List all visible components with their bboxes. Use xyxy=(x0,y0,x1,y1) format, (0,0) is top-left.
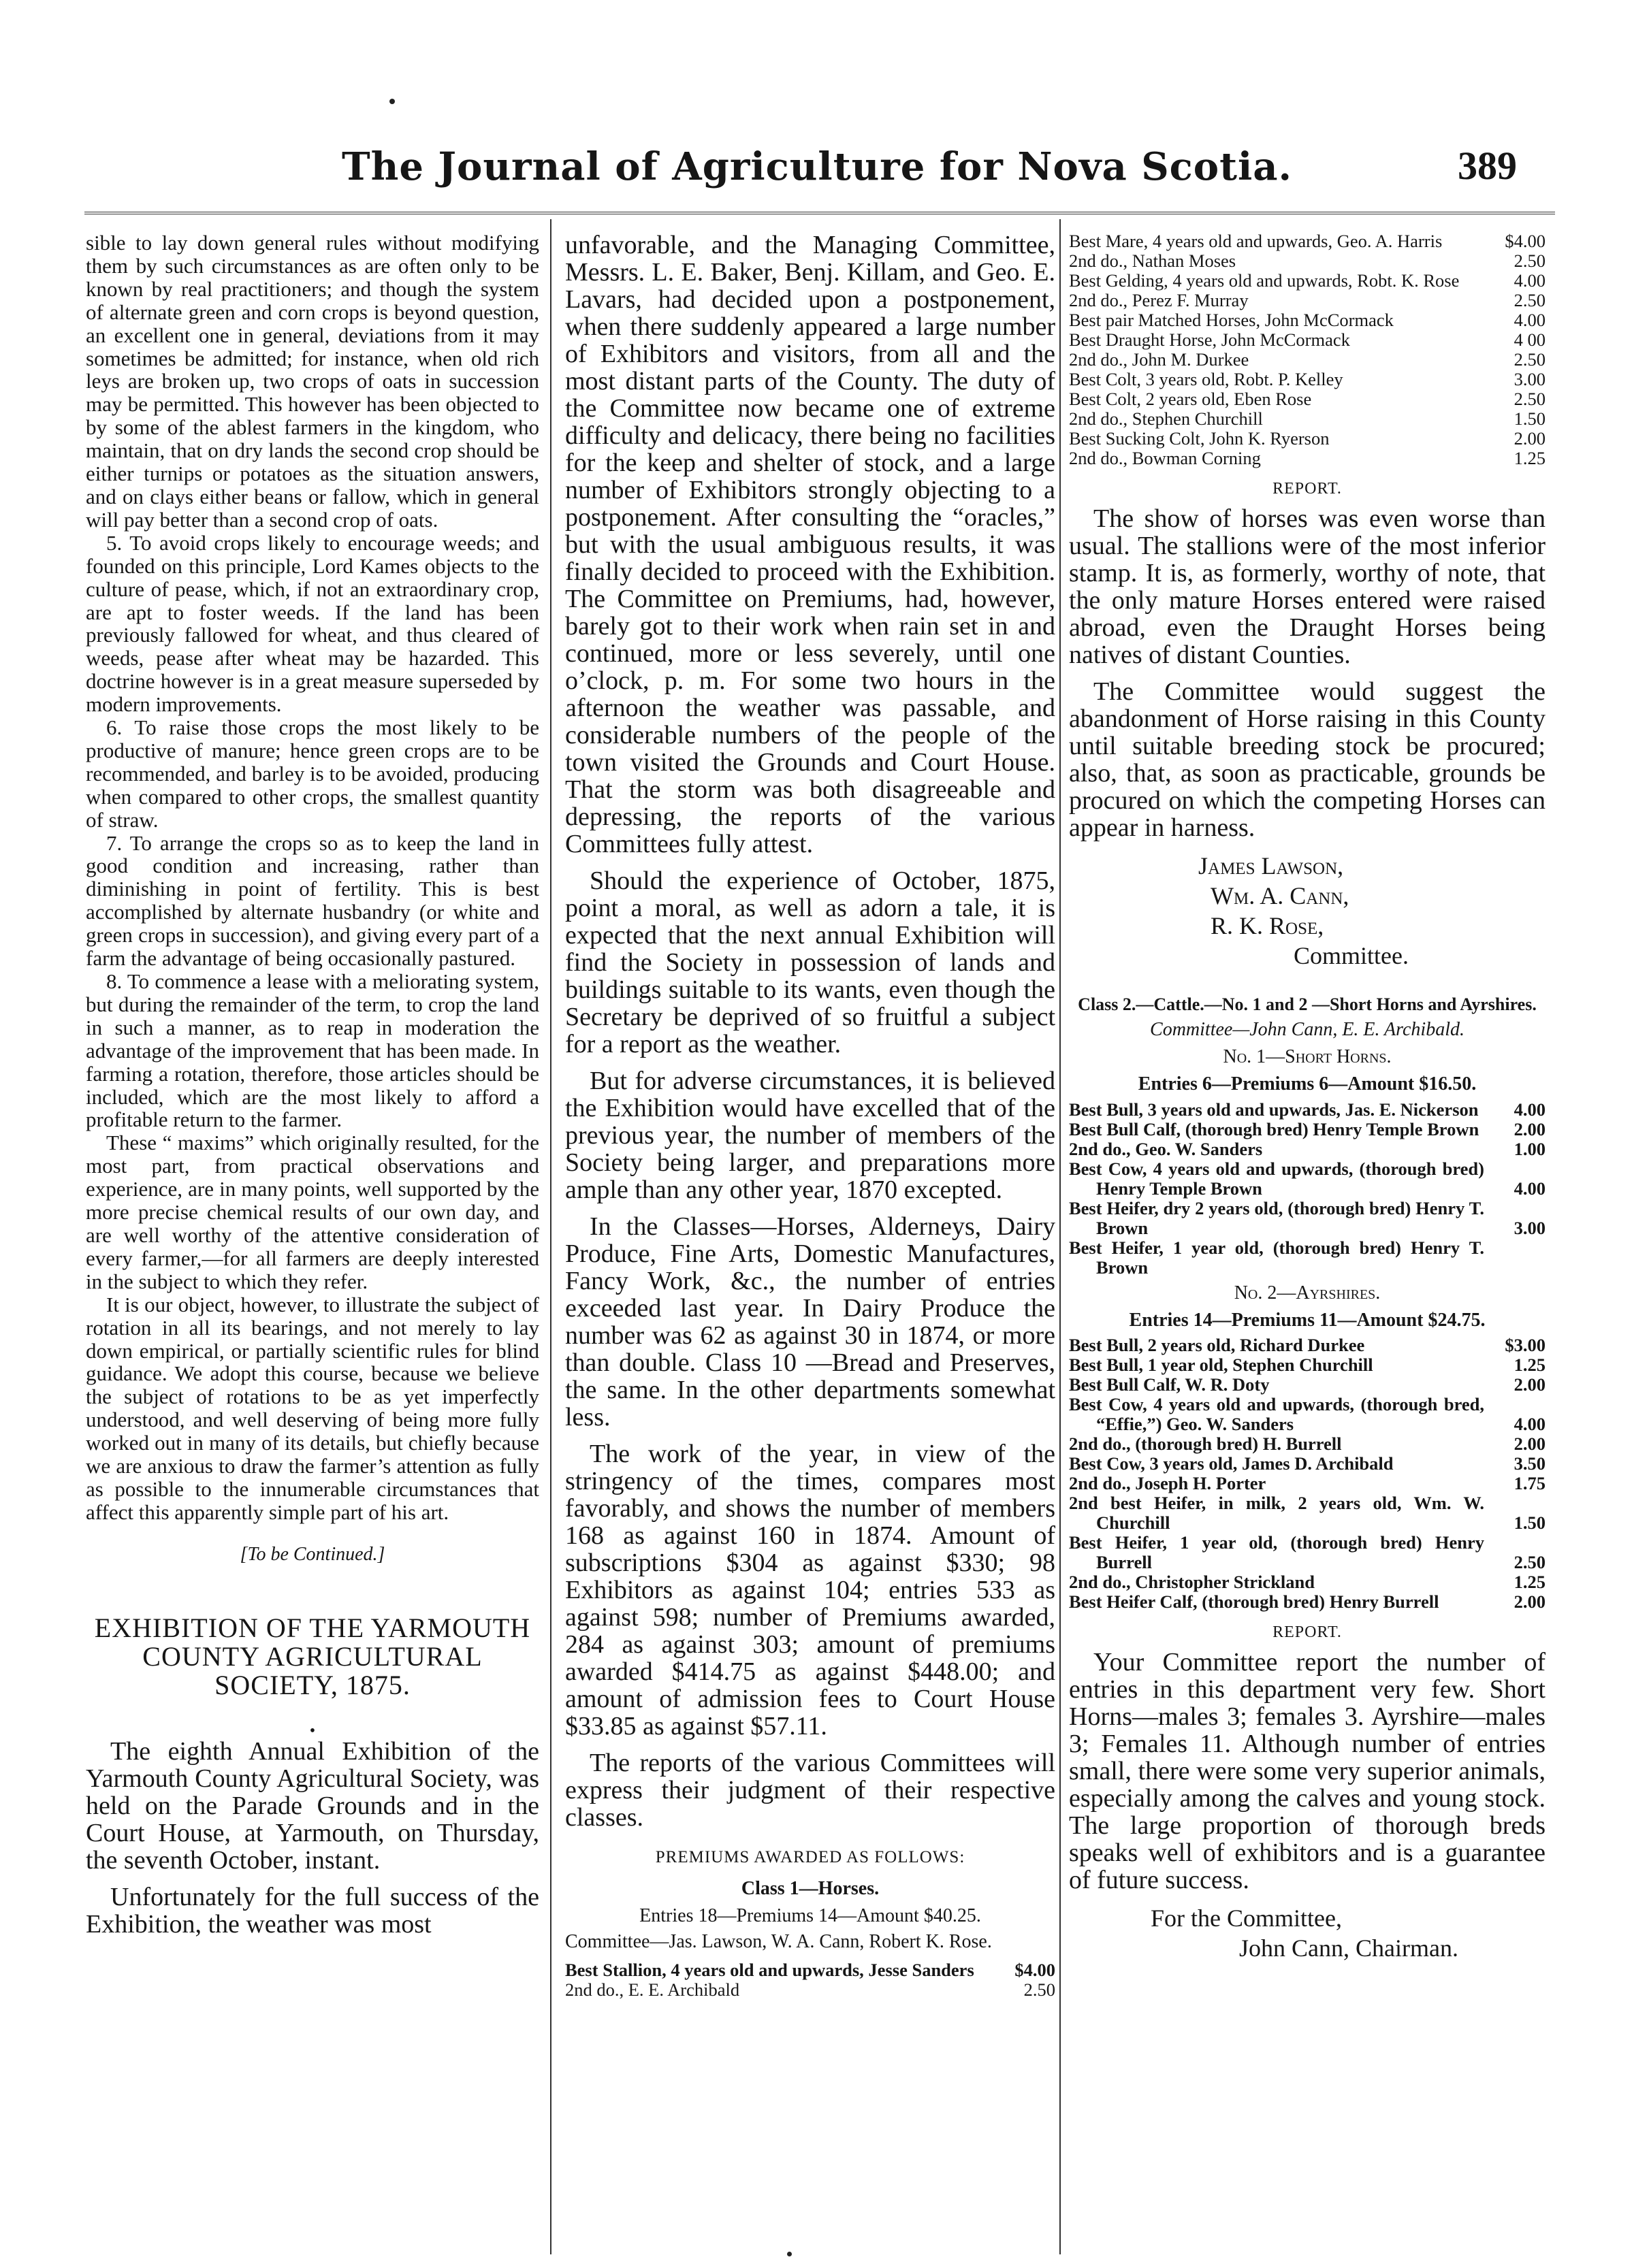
subclass-heading: No. 1—Short Horns. xyxy=(1223,1046,1392,1067)
entries-line: Entries 14—Premiums 11—Amount $24.75. xyxy=(1129,1309,1486,1331)
prize-label: Best Heifer Calf, (thorough bred) Henry Burrell xyxy=(1069,1591,1439,1613)
journal-title: The Journal of Agriculture for Nova Scotia. xyxy=(341,144,1293,189)
prize-amount: 3.00 xyxy=(1514,1217,1546,1238)
prize-row xyxy=(1069,350,1546,370)
ink-dot xyxy=(787,2252,792,2256)
signature: James Lawson, xyxy=(1198,852,1344,879)
prize-amount: $4.00 xyxy=(1014,1959,1055,1980)
prize-label: Best Cow, 4 years old and upwards, (thorough bred, “Effie,”) Geo. W. Sanders xyxy=(1069,1394,1484,1435)
ink-dot xyxy=(389,99,395,104)
paragraph: In the Classes—Horses, Alderneys, Dairy Produce, Fine Arts, Domestic Manufactures, Fancy Work, &c., the number of entries exceeded last year. In Dairy Produce the number was 62 as against 30 in 1874, or more than double. Class 10 —Bread and Preserves, the same. In the other departments somewhat less. xyxy=(565,1212,1055,1431)
prize-row xyxy=(1069,1199,1546,1238)
signature: For the Committee, xyxy=(1151,1905,1342,1932)
continued-note: [To be Continued.] xyxy=(240,1543,385,1565)
prize-amount: 2.50 xyxy=(1023,1979,1055,2000)
entries-line: Entries 18—Premiums 14—Amount $40.25. xyxy=(639,1905,981,1926)
prize-amount: $3.00 xyxy=(1505,1335,1546,1356)
prize-amount: 2.00 xyxy=(1514,1433,1546,1455)
prize-label: Best Cow, 3 years old, James D. Archibald xyxy=(1069,1453,1394,1474)
prize-label: 2nd do., Christopher Strickland xyxy=(1069,1572,1315,1593)
prize-row xyxy=(1069,1100,1546,1120)
prize-row xyxy=(1069,1159,1546,1199)
prize-label: Best Bull, 3 years old and upwards, Jas. E. Nickerson xyxy=(1069,1099,1479,1120)
prize-label: 2nd do., Perez F. Murray xyxy=(1069,290,1249,310)
prize-amount: 4.00 xyxy=(1514,1178,1546,1199)
prize-label: 2nd do., (thorough bred) H. Burrell xyxy=(1069,1433,1342,1455)
paragraph: 8. To commence a lease with a meliorating system, but during the remainder of the term, to crop the land in such a manner, as to reap in moderation the advantage of the improvement that has been made. In farming a rotation, therefore, those articles should be included, which are the most likely to afford a profitable return to the farmer. xyxy=(86,969,539,1132)
prize-label: 2nd do., Stephen Churchill xyxy=(1069,408,1263,429)
committee-signatures xyxy=(1198,851,1546,971)
paragraph: 7. To arrange the crops so as to keep the land in good condition and increasing, rather than diminishing in point of fertility. This is best accomplished by alternate husbandry (or white and green crops in succession), and giving every part of a farm the advantage of being occasionally pastured. xyxy=(86,830,539,971)
report-paragraph: The show of horses was even worse than usual. The stallions were of the most inferior stamp. It is, as formerly, worthy of note, that the only mature Horses entered were raised abroad, even the Draught Horses being natives of distant Counties. xyxy=(1069,504,1546,669)
prize-amount: 2.50 xyxy=(1514,250,1546,271)
prize-amount: 1.25 xyxy=(1514,448,1546,468)
prize-row xyxy=(1069,429,1546,449)
column-divider xyxy=(550,219,551,2254)
prize-row xyxy=(1069,1474,1546,1493)
paragraph: sible to lay down general rules without modifying them by such circumstances as are often only to be known by real practitioners; and though the system of alternate green and corn crops is beyond question, an excellent one in general, deviations from it may sometimes be admitted; for instance, when old rich leys are broken up, two crops of oats in succession may be permitted. This however has been objected to by some of the ablest farmers in the kingdom, who maintain, that on dry lands the second crop should be either turnips or potatoes as the situation answers, and on clays either beans or fallow, which in general will pay better than a second crop of oats. xyxy=(86,231,539,532)
separator-dot: • xyxy=(309,1721,316,1740)
column-3 xyxy=(1069,231,1546,1963)
paragraph: Should the experience of October, 1875, point a moral, as well as adorn a tale, it is expected that the next annual Exhibition will find the Society in possession of lands and buildings suitable to its wants, even though the Secretary be deprived of so fruitful a subject for a report as the weather. xyxy=(565,866,1055,1058)
prize-amount: 4.00 xyxy=(1514,1414,1546,1435)
prize-amount: 2.00 xyxy=(1514,428,1546,449)
prize-amount: 2.00 xyxy=(1514,1591,1546,1613)
prize-row xyxy=(1069,1355,1546,1375)
prize-amount: 1.50 xyxy=(1514,408,1546,429)
report-heading: REPORT. xyxy=(1272,1623,1342,1642)
prize-label: Best Gelding, 4 years old and upwards, Robt. K. Rose xyxy=(1069,270,1460,291)
prize-amount: 4.00 xyxy=(1514,1099,1546,1120)
paragraph: 6. To raise those crops the most likely to be productive of manure; hence green crops are to be recommended, and barley is to be avoided, producing when compared to other crops, the smallest quantity of straw. xyxy=(86,715,539,832)
prize-label: Best Bull, 2 years old, Richard Durkee xyxy=(1069,1335,1365,1356)
prize-row xyxy=(1069,1493,1546,1533)
prize-row xyxy=(1069,1395,1546,1434)
signature: Wm. A. Cann, xyxy=(1211,881,1349,909)
subclass-heading: No. 2—Ayrshires. xyxy=(1234,1282,1381,1303)
report-heading: REPORT. xyxy=(1272,480,1342,498)
prize-amount: 2.00 xyxy=(1514,1374,1546,1395)
prize-amount: 4.00 xyxy=(1514,270,1546,291)
prize-row xyxy=(1069,271,1546,291)
prize-row xyxy=(1069,231,1546,251)
prize-row xyxy=(1069,291,1546,310)
prize-label: 2nd best Heifer, in milk, 2 years old, Wm. W. Churchill xyxy=(1069,1493,1484,1534)
prize-label: Best Cow, 4 years old and upwards, (thorough bred) Henry Temple Brown xyxy=(1069,1158,1484,1199)
prize-label: Best Bull Calf, (thorough bred) Henry Temple Brown xyxy=(1069,1118,1479,1139)
paragraph: unfavorable, and the Managing Committee, Messrs. L. E. Baker, Benj. Killam, and Geo. E. Lavars, had decided upon a postponement, when there suddenly appeared a large number of Exhibitors and visitors, from all and the most distant parts of the County. The duty of the Committee now became one of extreme difficulty and delicacy, there being no facilities for the keep and shelter of stock, and a large number of Exhibitors strongly objecting to a postponement. After consulting the “oracles,” but with the usual ambiguous results, it was finally decided to proceed with the Exhibition. The Committee on Premiums, had, however, barely got to their work when rain set in and continued, more or less severely, until one o’clock, p. m. For some two hours in the afternoon the weather was passable, and considerable numbers of the people of the town visited the Grounds and Court House. That the storm was both disagreeable and depressing, the reports of the various Committees fully attest. xyxy=(565,231,1055,858)
page-number: 389 xyxy=(1458,144,1517,188)
prize-label: Best Bull, 1 year old, Stephen Churchill xyxy=(1069,1355,1373,1376)
paragraph: It is our object, however, to illustrate the subject of rotation in all its bearings, and not merely to lay down empirical, or partially scientific rules for blind guidance. We adopt this course, because we believe the subject of rotations to be as yet imperfectly understood, and well deserving of being more fully worked out in many of its details, but chiefly because we are anxious to draw the farmer’s attention as fully as possible to the innumerable circumstances that affect this apparently simple part of his art. xyxy=(86,1292,539,1524)
prize-row xyxy=(1069,1454,1546,1474)
horse-prize-list xyxy=(1069,231,1546,468)
signature: John Cann, Chairman. xyxy=(1239,1934,1458,1962)
signature: R. K. Rose, xyxy=(1211,911,1324,939)
column-1 xyxy=(86,231,539,1947)
prize-amount: 2.50 xyxy=(1514,1552,1546,1573)
prize-label: Best Colt, 2 years old, Eben Rose xyxy=(1069,389,1312,409)
prize-row xyxy=(1069,449,1546,468)
prize-amount: 2.50 xyxy=(1514,349,1546,370)
prize-amount: 1.50 xyxy=(1514,1512,1546,1534)
prize-label: Best Heifer, dry 2 years old, (thorough bred) Henry T. Brown xyxy=(1069,1197,1484,1238)
article-heading: EXHIBITION OF THE YARMOUTH COUNTY AGRICULTURAL SOCIETY, 1875. xyxy=(94,1612,531,1700)
prize-row xyxy=(1069,389,1546,409)
intro-paragraph: The eighth Annual Exhibition of the Yarmouth County Agricultural Society, was held on the Parade Grounds and in the Court House, at Yarmouth, on Thursday, the seventh October, instant. xyxy=(86,1736,539,1875)
prize-row xyxy=(565,1980,1055,2000)
running-head xyxy=(102,144,1532,209)
prize-row xyxy=(1069,1572,1546,1592)
prize-amount: 3.50 xyxy=(1514,1453,1546,1474)
prize-amount: $4.00 xyxy=(1505,231,1546,251)
prize-row xyxy=(1069,1139,1546,1159)
committee-line: Committee—Jas. Lawson, W. A. Cann, Robert K. Rose. xyxy=(565,1930,992,1952)
prize-label: 2nd do., John M. Durkee xyxy=(1069,349,1249,370)
paragraph: The work of the year, in view of the stringency of the times, compares most favorably, and shows the number of members 168 as against 160 in 1874. Amount of subscriptions $304 as against $330; 98 Exhibitors as against 104; entries 533 as against 598; number of Premiums awarded, 284 as against 303; amount of premiums awarded $414.75 as against $448.00; and amount of admission fees to Court House $33.85 as against $57.11. xyxy=(565,1440,1055,1740)
prize-label: Best Heifer, 1 year old, (thorough bred) Henry T. Brown xyxy=(1069,1237,1484,1278)
column-divider xyxy=(1059,219,1061,2254)
prize-amount: 1.00 xyxy=(1514,1138,1546,1159)
prize-label: 2nd do., Joseph H. Porter xyxy=(1069,1473,1266,1494)
premiums-heading: PREMIUMS AWARDED AS FOLLOWS: xyxy=(655,1848,965,1866)
paragraph: These “ maxims” which originally resulted, for the most part, from practical observations and experience, are in many points, well supported by the more precise chemical results of our own day, and are well worthy of the attentive consideration of every farmer,—for all farmers are deeply interested in the subject to which they refer. xyxy=(86,1131,539,1293)
prize-row xyxy=(565,1960,1055,1980)
prize-label: Best Bull Calf, W. R. Doty xyxy=(1069,1374,1270,1395)
report-paragraph: The Committee would suggest the abandonment of Horse raising in this County until suitable breeding stock be procured; also, that, as soon as practicable, grounds be procured on which the competing Horses can appear in harness. xyxy=(1069,677,1546,842)
prize-label: Best Sucking Colt, John K. Ryerson xyxy=(1069,428,1330,449)
prize-amount: 1.75 xyxy=(1514,1473,1546,1494)
prize-row xyxy=(1069,1592,1546,1612)
prize-row xyxy=(1069,1434,1546,1454)
intro-paragraph: Unfortunately for the full success of the Exhibition, the weather was most xyxy=(86,1882,539,1939)
prize-label: 2nd do., E. E. Archibald xyxy=(565,1979,740,2000)
prize-row xyxy=(1069,310,1546,330)
paragraph: The reports of the various Committees will express their judgment of their respective classes. xyxy=(565,1749,1055,1832)
prize-amount: 3.00 xyxy=(1514,369,1546,389)
signature: Committee. xyxy=(1294,941,1409,969)
prize-label: Best Stallion, 4 years old and upwards, Jesse Sanders xyxy=(565,1959,974,1980)
prize-label: 2nd do., Geo. W. Sanders xyxy=(1069,1138,1263,1159)
prize-row xyxy=(1069,1335,1546,1355)
prize-row xyxy=(1069,1533,1546,1572)
report-paragraph: Your Committee report the number of entries in this department very few. Short Horns—males 3; females 3. Ayrshire—males 3; Females 11. Although number of entries small, there were some very superior animals, especially among the calves and young stock. The large proportion of thorough breds speaks well of exhibitors and is a guarantee of future success. xyxy=(1069,1648,1546,1895)
entries-line: Entries 6—Premiums 6—Amount $16.50. xyxy=(1138,1073,1477,1095)
column-2 xyxy=(565,231,1055,2000)
prize-row xyxy=(1069,1120,1546,1139)
prize-amount: 2.50 xyxy=(1514,389,1546,409)
prize-label: Best Draught Horse, John McCormack xyxy=(1069,329,1350,350)
prize-label: 2nd do., Bowman Corning xyxy=(1069,448,1261,468)
committee-line: Committee—John Cann, E. E. Archibald. xyxy=(1150,1018,1464,1040)
paragraph: But for adverse circumstances, it is believed the Exhibition would have excelled that of the previous year, the number of members of the Society being larger, and preparations more ample than any other year, 1870 excepted. xyxy=(565,1067,1055,1204)
prize-amount: 1.25 xyxy=(1514,1572,1546,1593)
prize-row xyxy=(1069,1375,1546,1395)
prize-amount: 2.00 xyxy=(1514,1118,1546,1139)
prize-label: Best pair Matched Horses, John McCormack xyxy=(1069,310,1394,330)
class-heading: Class 2.—Cattle.—No. 1 and 2 —Short Horns and Ayrshires. xyxy=(1078,994,1537,1014)
prize-amount: 4 00 xyxy=(1514,329,1546,350)
header-rule xyxy=(84,212,1555,214)
prize-label: 2nd do., Nathan Moses xyxy=(1069,250,1236,271)
prize-row xyxy=(1069,330,1546,350)
paragraph: 5. To avoid crops likely to encourage weeds; and founded on this principle, Lord Kames objects to the culture of pease, which, if not an extraordinary crop, are apt to foster weeds. If the land has been previously fallowed for wheat, and thus cleared of weeds, pease after wheat may be hazarded. This doctrine however is in a great measure superseded by modern improvements. xyxy=(86,530,539,717)
class-heading: Class 1—Horses. xyxy=(741,1877,880,1899)
prize-amount: 1.25 xyxy=(1514,1355,1546,1376)
prize-label: Best Heifer, 1 year old, (thorough bred) Henry Burrell xyxy=(1069,1532,1484,1573)
prize-row xyxy=(1069,370,1546,389)
closing-signature xyxy=(1069,1903,1546,1963)
prize-label: Best Mare, 4 years old and upwards, Geo. A. Harris xyxy=(1069,231,1443,251)
prize-row xyxy=(1069,251,1546,271)
prize-amount: 2.50 xyxy=(1514,290,1546,310)
prize-row xyxy=(1069,1238,1546,1278)
prize-amount: 4.00 xyxy=(1514,310,1546,330)
prize-row xyxy=(1069,409,1546,429)
prize-label: Best Colt, 3 years old, Robt. P. Kelley xyxy=(1069,369,1343,389)
